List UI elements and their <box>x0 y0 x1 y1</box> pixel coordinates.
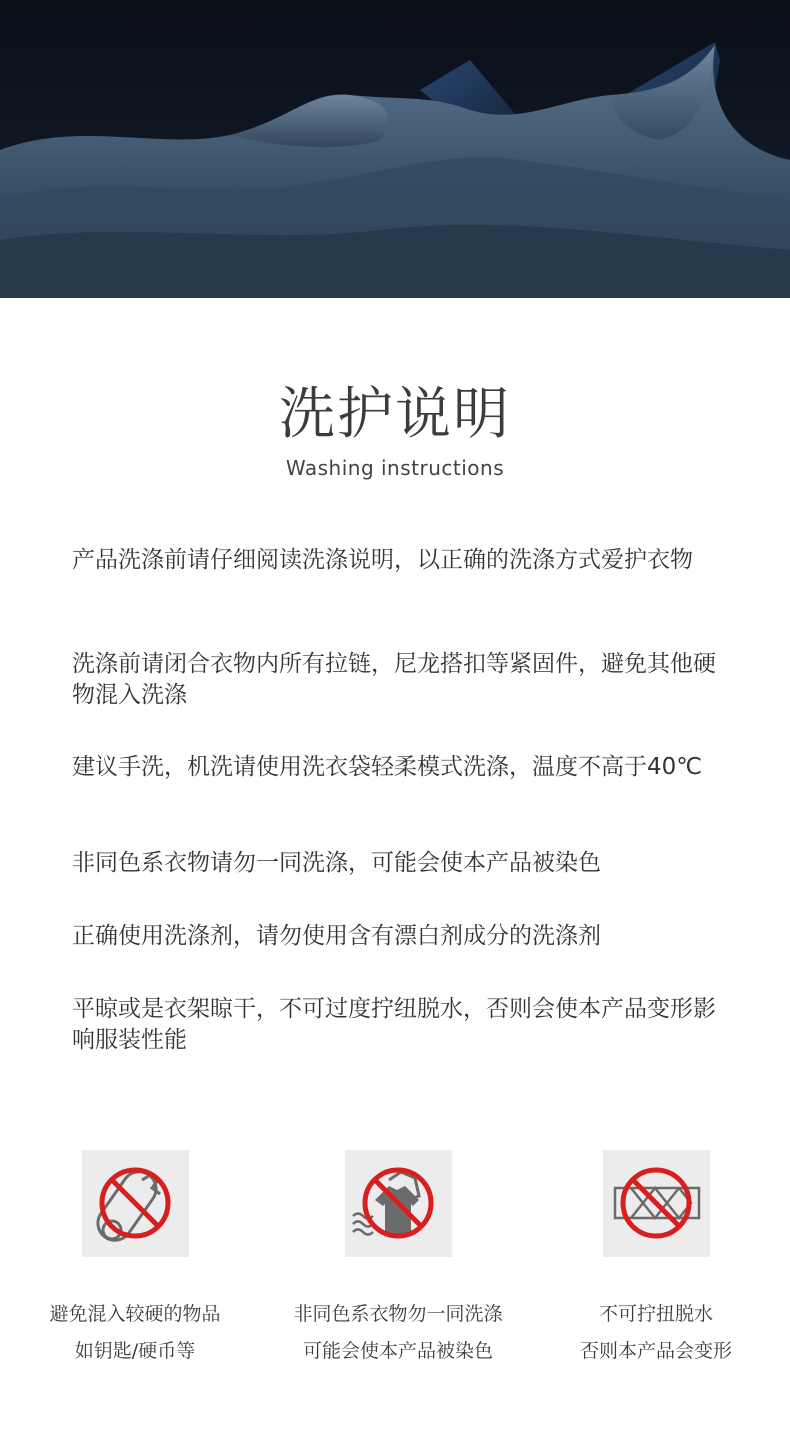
warning-caption-line2: 否则本产品会变形 <box>579 1340 732 1362</box>
warning-caption-line2: 可能会使本产品被染色 <box>302 1340 493 1362</box>
instruction-item: 平晾或是衣架晾干，不可过度拧纽脱水，否则会使本产品变形影响服装性能 <box>72 996 716 1053</box>
warning-caption-line1: 避免混入较硬的物品 <box>49 1303 221 1325</box>
warning-card <box>268 1150 528 1370</box>
instruction-item: 正确使用洗涤剂，请勿使用含有漂白剂成分的洗涤剂 <box>72 923 601 949</box>
page-subtitle: Washing instructions <box>285 456 505 480</box>
warning-card <box>526 1150 786 1370</box>
no-mixed-colors-icon <box>345 1150 452 1257</box>
warning-card <box>5 1150 265 1370</box>
warning-caption-line1: 不可拧扭脱水 <box>598 1303 713 1325</box>
title-block <box>0 380 790 480</box>
instruction-item: 洗涤前请闭合衣物内所有拉链，尼龙搭扣等紧固件，避免其他硬物混入洗涤 <box>72 651 716 708</box>
no-hard-objects-icon <box>82 1150 189 1257</box>
instruction-item: 产品洗涤前请仔细阅读洗涤说明，以正确的洗涤方式爱护衣物 <box>72 547 693 573</box>
warning-caption-line2: 如钥匙/硬币等 <box>74 1340 196 1362</box>
instruction-item: 建议手洗，机洗请使用洗衣袋轻柔模式洗涤，温度不高于40℃ <box>72 754 703 780</box>
page-title: 洗护说明 <box>279 382 511 447</box>
warning-caption-line1: 非同色系衣物勿一同洗涤 <box>293 1303 503 1325</box>
hero-banner <box>0 0 790 298</box>
instruction-item: 非同色系衣物请勿一同洗涤，可能会使本产品被染色 <box>72 850 601 876</box>
silk-fabric-image <box>0 0 790 298</box>
warning-icons <box>0 1150 790 1410</box>
no-wringing-icon <box>603 1150 710 1257</box>
